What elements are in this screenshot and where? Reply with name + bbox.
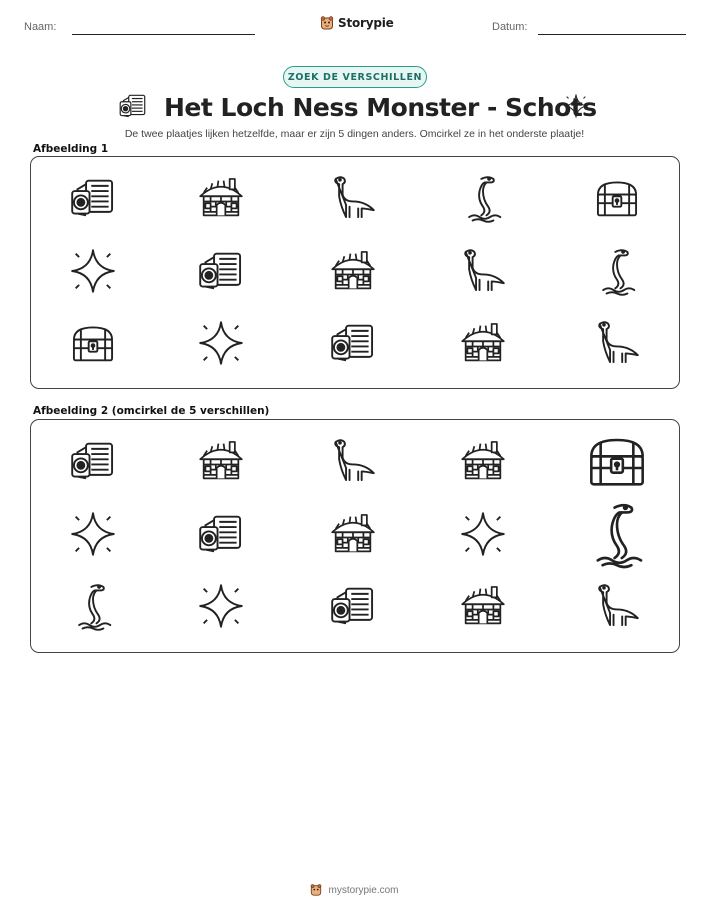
cottage-icon [457, 317, 509, 369]
picture-1-panel [30, 156, 680, 389]
storypie-mascot-icon [310, 883, 322, 897]
footer-url: mystorypie.com [328, 884, 399, 896]
dinosaur-icon[interactable] [591, 580, 643, 632]
chest-icon[interactable] [582, 426, 652, 496]
cottage-icon [327, 245, 379, 297]
picture-2-panel[interactable] [30, 419, 680, 653]
camera-icon [117, 90, 149, 122]
cottage-icon[interactable] [457, 435, 509, 487]
nessie-icon [591, 245, 643, 297]
cottage-icon[interactable] [195, 435, 247, 487]
picture-2-label: Afbeelding 2 (omcirkel de 5 verschillen) [33, 405, 270, 417]
footer [0, 880, 709, 900]
nessie-icon[interactable] [67, 580, 119, 632]
chest-icon [67, 317, 119, 369]
dinosaur-icon[interactable] [327, 435, 379, 487]
dinosaur-icon [591, 317, 643, 369]
sparkle-icon [67, 245, 119, 297]
date-label: Datum: [492, 21, 528, 33]
sparkle-icon[interactable] [195, 580, 247, 632]
camera-icon [67, 172, 119, 224]
picture-1-label: Afbeelding 1 [33, 143, 109, 155]
nessie-icon [457, 172, 509, 224]
camera-icon[interactable] [195, 508, 247, 560]
brand-name: Storypie [338, 16, 394, 30]
cottage-icon [195, 172, 247, 224]
camera-icon [327, 317, 379, 369]
chest-icon [591, 172, 643, 224]
nessie-icon[interactable] [581, 498, 653, 570]
name-label: Naam: [24, 21, 57, 33]
worksheet-header [0, 14, 709, 42]
storypie-mascot-icon [320, 15, 334, 31]
title-row [0, 88, 709, 128]
name-line[interactable] [72, 34, 255, 35]
date-line[interactable] [538, 34, 686, 35]
cottage-icon[interactable] [327, 508, 379, 560]
activity-badge: ZOEK DE VERSCHILLEN [283, 66, 427, 88]
sparkle-icon [195, 317, 247, 369]
dinosaur-icon [327, 172, 379, 224]
camera-icon[interactable] [327, 580, 379, 632]
sparkle-icon[interactable] [67, 508, 119, 560]
cottage-icon[interactable] [457, 580, 509, 632]
brand-logo [320, 13, 394, 33]
camera-icon[interactable] [67, 435, 119, 487]
sparkle-icon [562, 92, 590, 120]
dinosaur-icon [457, 245, 509, 297]
instructions: De twee plaatjes lijken hetzelfde, maar er zijn 5 dingen anders. Omcirkel ze in het onderste plaatje! [124, 128, 585, 140]
page-title: Het Loch Ness Monster - Schots [164, 93, 597, 122]
camera-icon [195, 245, 247, 297]
sparkle-icon[interactable] [457, 508, 509, 560]
